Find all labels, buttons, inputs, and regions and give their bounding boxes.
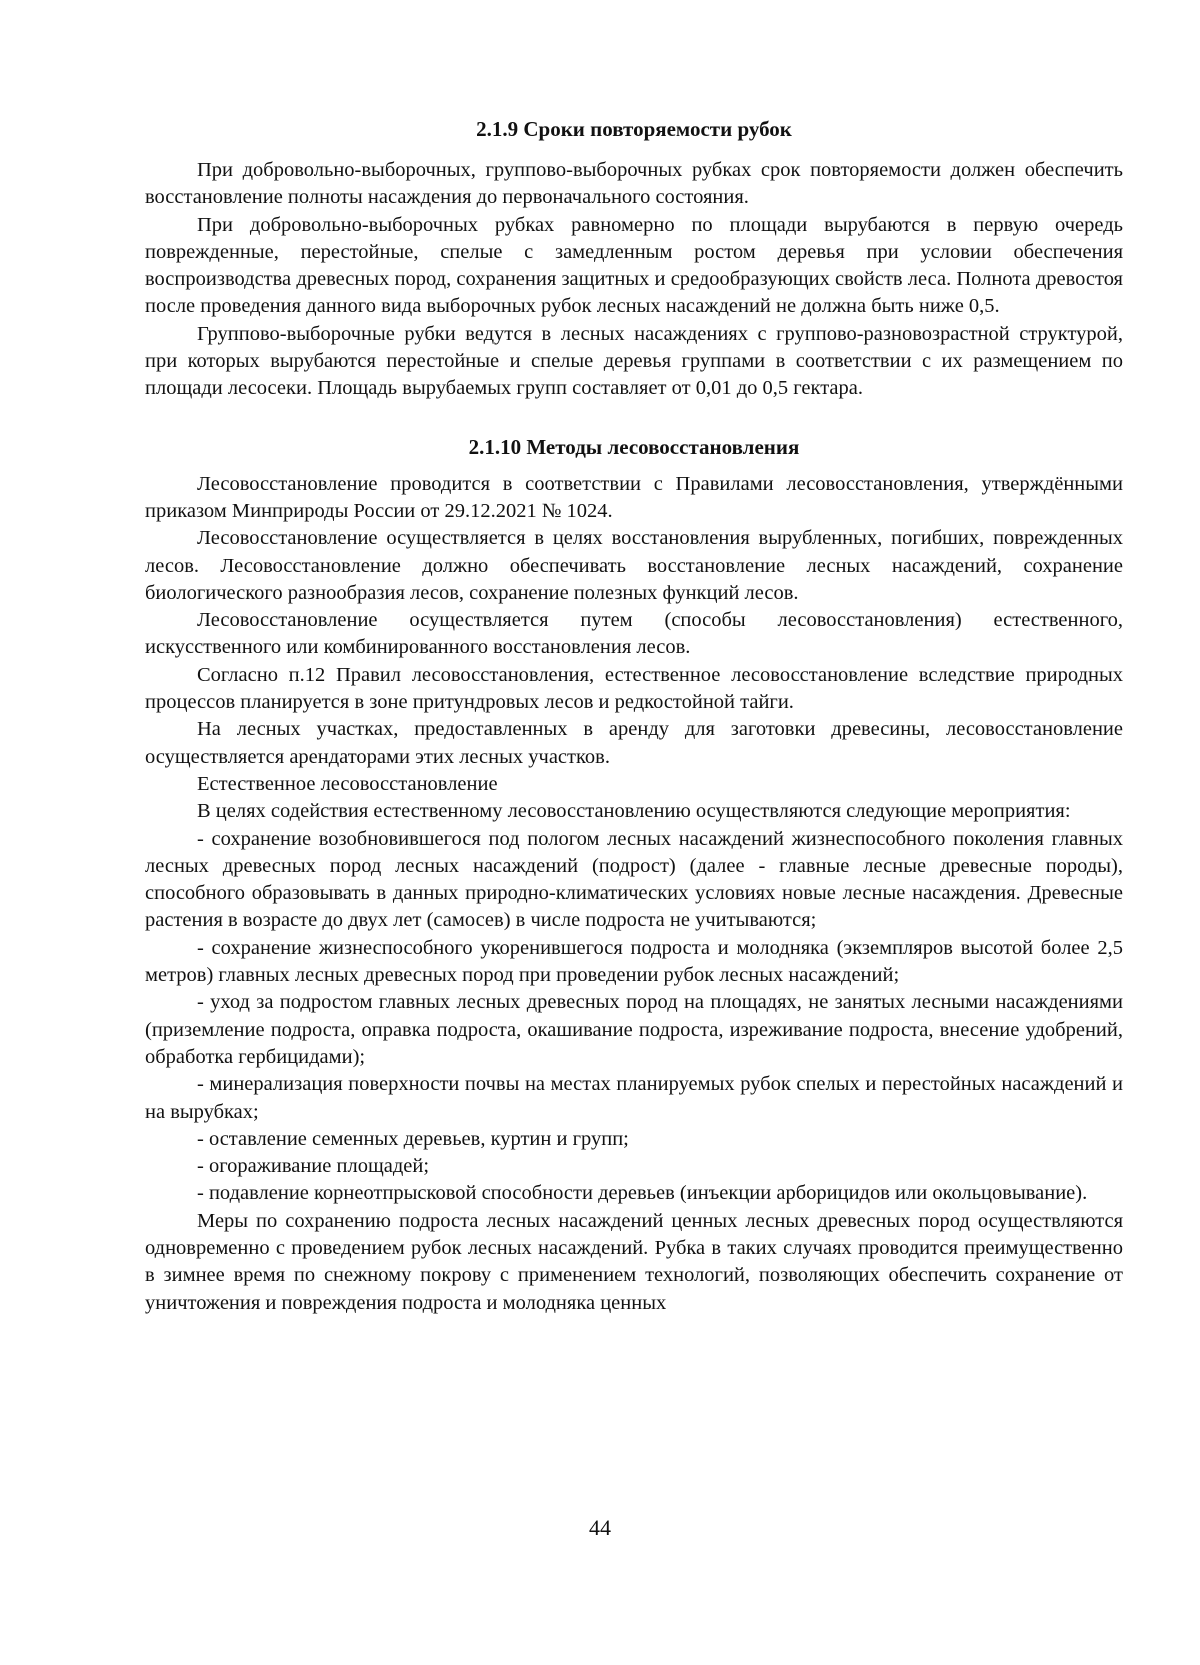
section-heading-2-1-9: 2.1.9 Сроки повторяемости рубок <box>476 117 792 141</box>
list-item: - сохранение возобновившегося под пологом лесных насаждений жизнеспособного поколения главных лесных древесных пород лесных насаждений (подрост) (далее - главные лесные древесные породы), способного образовывать в данных природно-климатических условиях новые лесные насаждения. Древесные растения в возрасте до двух лет (самосев) в числе подроста не учитываются; <box>145 827 1123 932</box>
paragraph: Лесовосстановление осуществляется в целях восстановления вырубленных, погибших, поврежденных лесов. Лесовосстановление должно обеспечивать восстановление лесных насаждений, сохранение биологического разнообразия лесов, сохранение полезных функций лесов. <box>145 527 1123 604</box>
page-number: 44 <box>589 1515 611 1540</box>
list-item: - уход за подростом главных лесных древесных пород на площадях, не занятых лесными насаждениями (приземление подроста, оправка подроста, окашивание подроста, изреживание подроста, внесение удобрений, обработка гербицидами); <box>145 991 1123 1068</box>
paragraph: На лесных участках, предоставленных в аренду для заготовки древесины, лесовосстановление осуществляется арендаторами этих лесных участков. <box>145 718 1123 768</box>
list-item: - огораживание площадей; <box>197 1155 430 1178</box>
paragraph: Лесовосстановление осуществляется путем (способы лесовосстановления) естественного, искусственного или комбинированного восстановления лесов. <box>145 609 1123 659</box>
list-item: - минерализация поверхности почвы на местах планируемых рубок спелых и перестойных насаждений и на вырубках; <box>145 1073 1123 1123</box>
paragraph: При добровольно-выборочных рубках равномерно по площади вырубаются в первую очередь поврежденные, перестойные, спелые с замедленным ростом деревья при условии обеспечения воспроизводства древесных пород, сохранения защитных и средообразующих свойств леса. Полнота древостоя после проведения данного вида выборочных рубок лесных насаждений не должна быть ниже 0,5. <box>145 213 1123 318</box>
page-content <box>145 112 1123 1317</box>
paragraph: Согласно п.12 Правил лесовосстановления, естественное лесовосстановление вследствие природных процессов планируется в зоне притундровых лесов и редкостойной тайги. <box>145 663 1123 714</box>
paragraph: В целях содействия естественному лесовосстановлению осуществляются следующие мероприятия: <box>197 800 1071 823</box>
list-item: - оставление семенных деревьев, куртин и групп; <box>197 1127 629 1150</box>
list-item: - сохранение жизнеспособного укоренившегося подроста и молодняка (экземпляров высотой более 2,5 метров) главных лесных древесных пород при проведении рубок лесных насаждений; <box>145 936 1123 987</box>
subheading-natural-reforestation: Естественное лесовосстановление <box>197 772 498 795</box>
paragraph: Меры по сохранению подроста лесных насаждений ценных лесных древесных пород осуществляются одновременно с проведением рубок лесных насаждений. Рубка в таких случаях проводится преимущественно в зимнее время по снежному покрову с применением технологий, позволяющих обеспечить сохранение от уничтожения и повреждения подроста и молодняка ценных <box>145 1209 1123 1314</box>
section-heading-2-1-10: 2.1.10 Методы лесовосстановления <box>468 434 800 459</box>
paragraph: Группово-выборочные рубки ведутся в лесных насаждениях с группово-разновозрастной структурой, при которых вырубаются перестойные и спелые деревья группами в соответствии с их размещением по площади лесосеки. Площадь вырубаемых групп составляет от 0,01 до 0,5 гектара. <box>145 322 1123 400</box>
paragraph: При добровольно-выборочных, группово-выборочных рубках срок повторяемости должен обеспечить восстановление полноты насаждения до первоначального состояния. <box>145 159 1123 209</box>
list-item: - подавление корнеотпрысковой способности деревьев (инъекции арборицидов или окольцовывание). <box>197 1182 1088 1205</box>
paragraph: Лесовосстановление проводится в соответствии с Правилами лесовосстановления, утверждёнными приказом Минприроды России от 29.12.2021 № 1024. <box>145 472 1123 522</box>
